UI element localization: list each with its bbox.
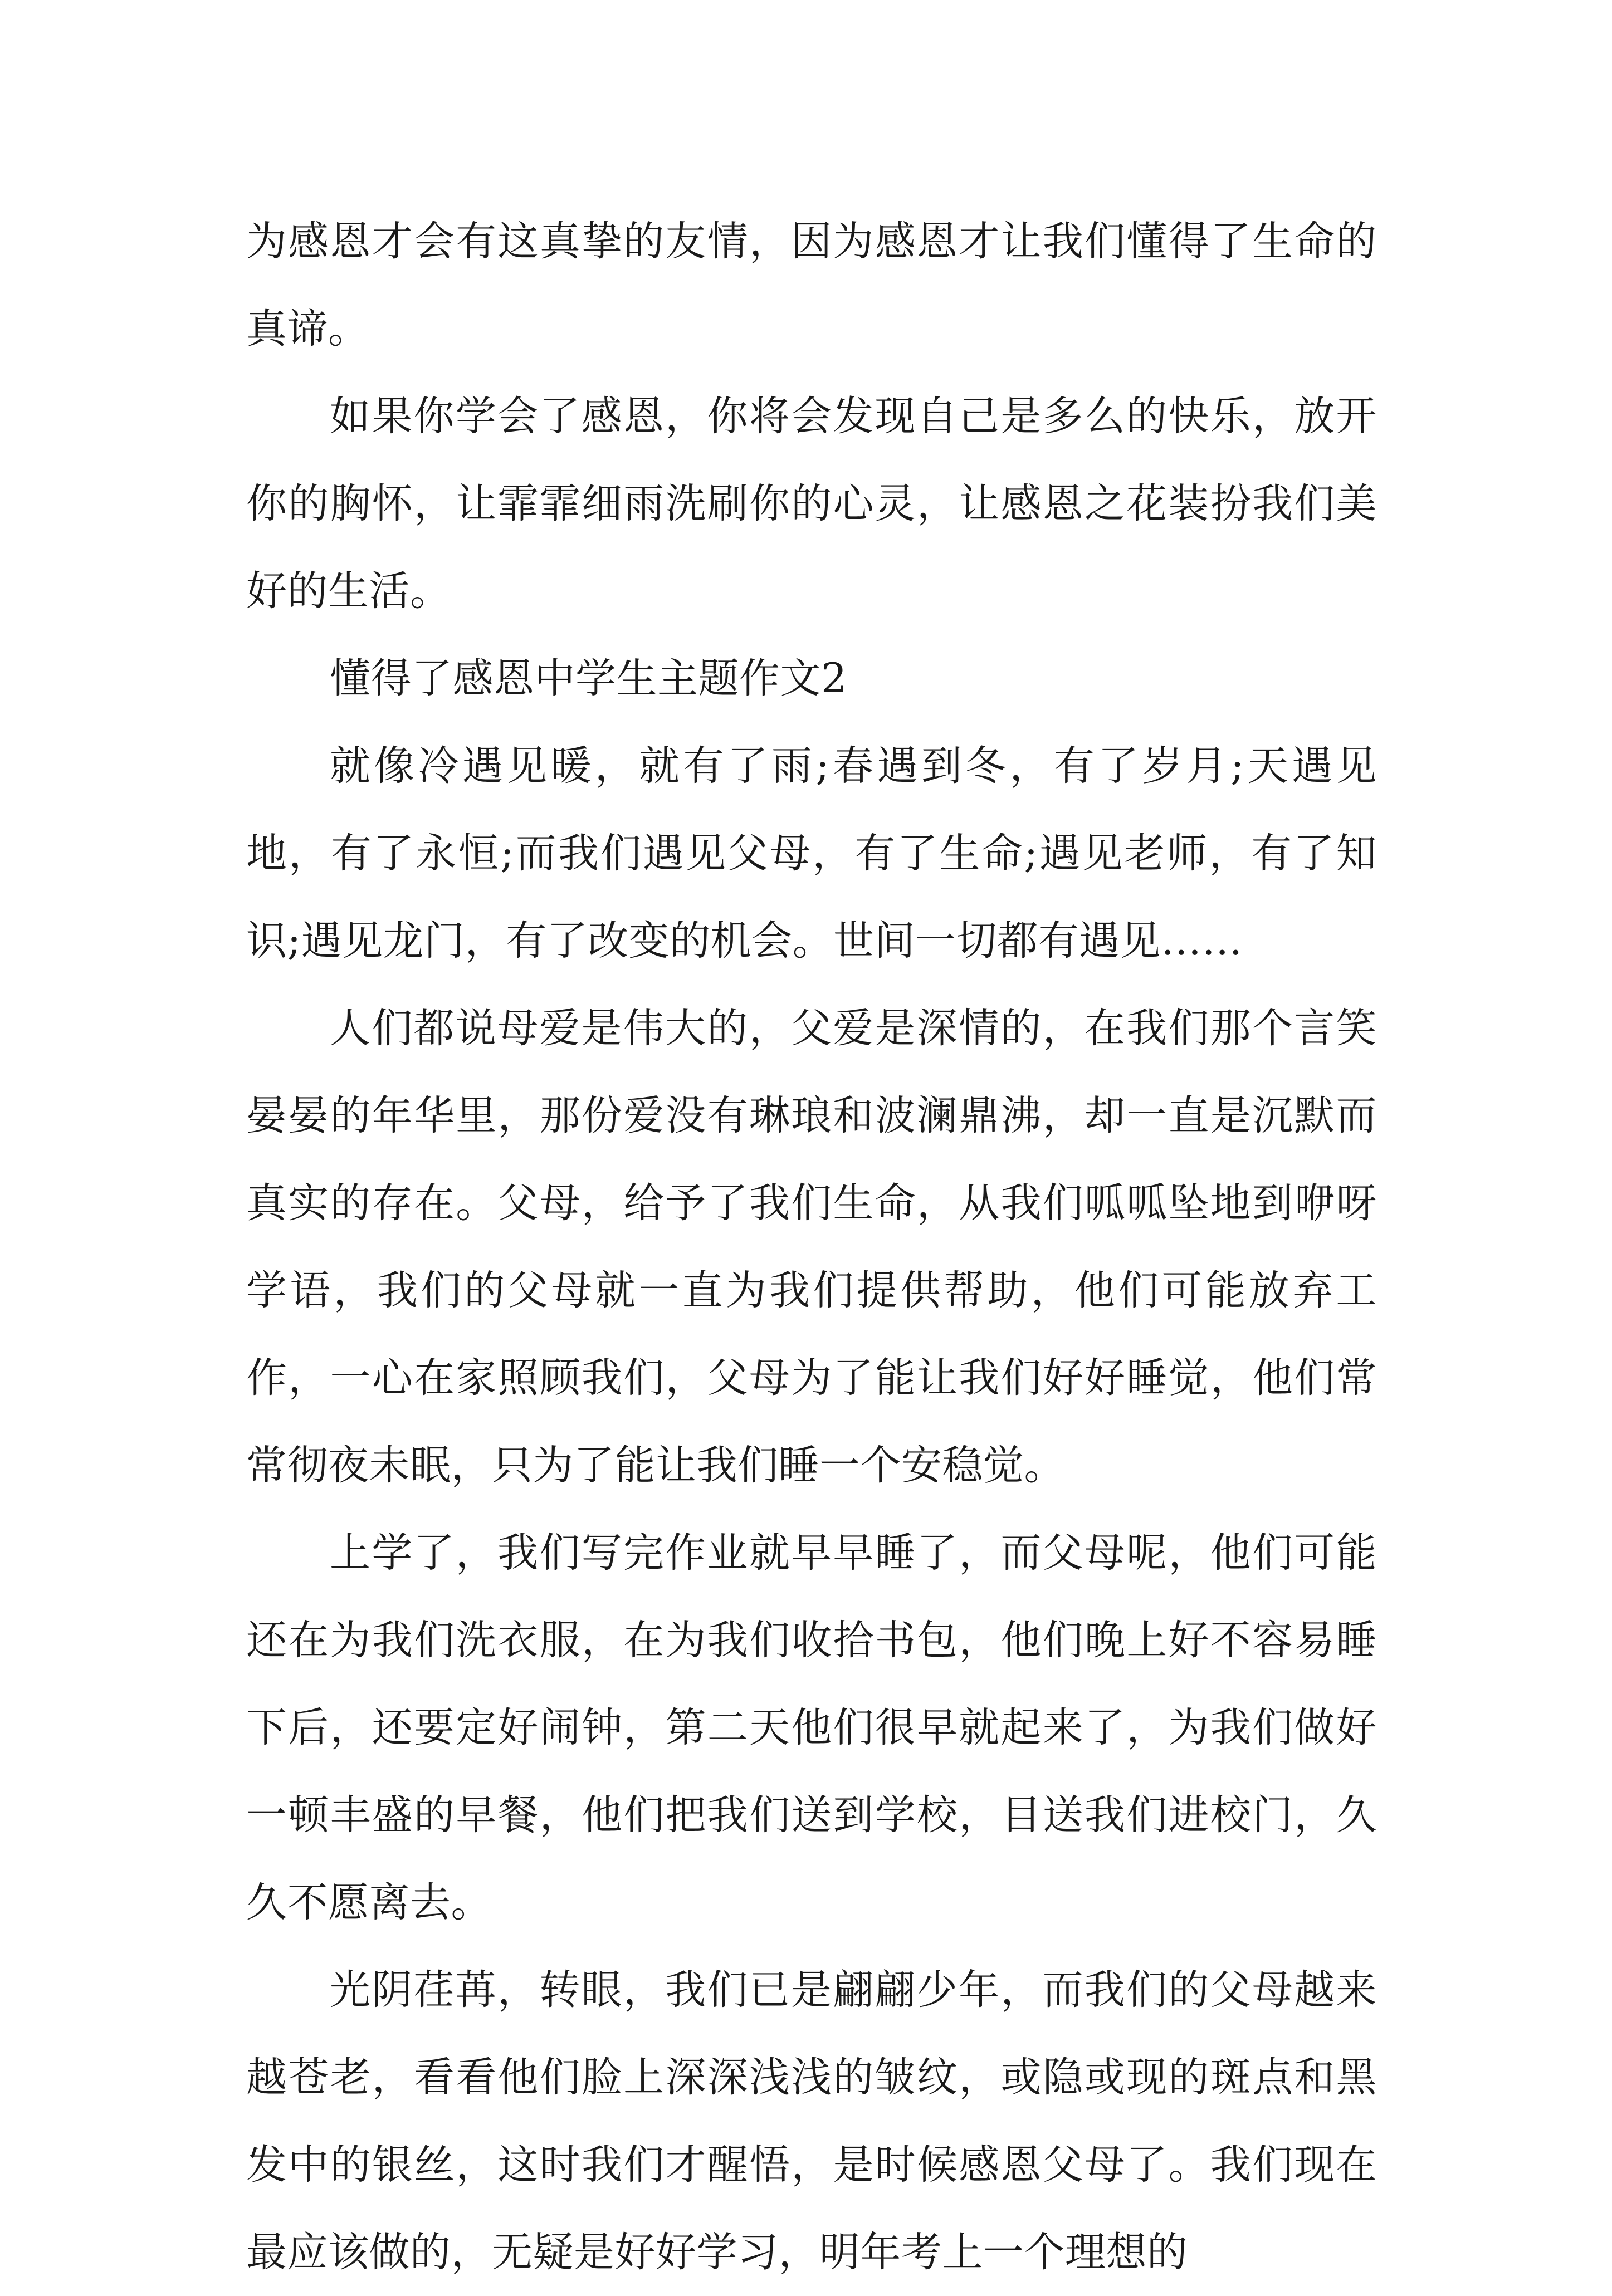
essay-heading: 懂得了感恩中学生主题作文2 — [330, 655, 847, 702]
paragraph-3: 就像冷遇见暖，就有了雨;春遇到冬，有了岁月;天遇见地，有了永恒;而我们遇见父母，有了生命;遇见老师，有了知识;遇见龙门，有了改变的机会。世间一切都有遇见…… — [246, 742, 1377, 965]
paragraph-5: 上学了，我们写完作业就早早睡了，而父母呢，他们可能还在为我们洗衣服，在为我们收拾书包，他们晚上好不容易睡下后，还要定好闹钟，第二天他们很早就起来了，为我们做好一顿丰盛的早餐，他们把我们送到学校，目送我们进校门，久久不愿离去。 — [246, 1529, 1377, 1926]
paragraph-4: 人们都说母爱是伟大的，父爱是深情的，在我们那个言笑晏晏的年华里，那份爱没有琳琅和波澜鼎沸，却一直是沉默而真实的存在。父母，给予了我们生命，从我们呱呱坠地到咿呀学语，我们的父母就一直为我们提供帮助，他们可能放弃工作，一心在家照顾我们，父母为了能让我们好好睡觉，他们常常彻夜未眠，只为了能让我们睡一个安稳觉。 — [246, 1005, 1377, 1489]
paragraph-1: 为感恩才会有这真挚的友情，因为感恩才让我们懂得了生命的真谛。 — [246, 218, 1377, 353]
paragraph-6: 光阴荏苒，转眼，我们已是翩翩少年，而我们的父母越来越苍老，看看他们脸上深深浅浅的皱纹，或隐或现的斑点和黑发中的银丝，这时我们才醒悟，是时候感恩父母了。我们现在最应该做的，无疑是好好学习，明年考上一个理想的 — [246, 1966, 1377, 2276]
document-body — [246, 198, 1377, 2296]
paragraph-2: 如果你学会了感恩，你将会发现自己是多么的快乐，放开你的胸怀，让霏霏细雨洗刷你的心灵，让感恩之花装扮我们美好的生活。 — [246, 393, 1377, 615]
